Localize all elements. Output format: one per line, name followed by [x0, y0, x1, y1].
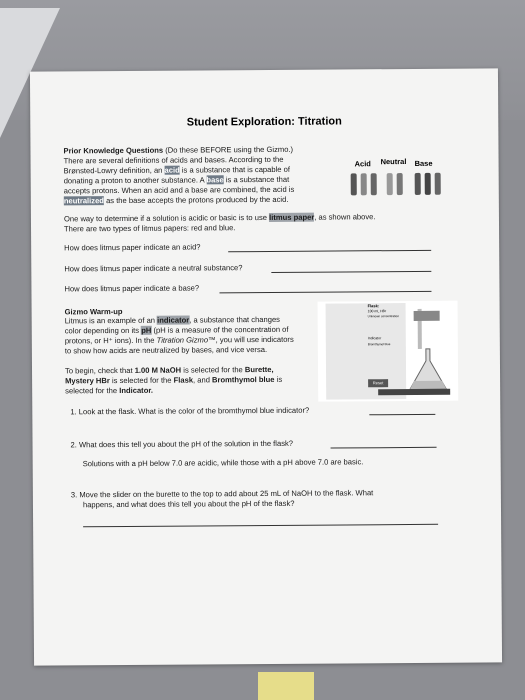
begin-line-2: Mystery HBr is selected for the Flask, and Bromthymol blue is: [65, 374, 283, 386]
question-neutral: How does litmus paper indicate a neutral substance?: [64, 263, 243, 274]
answer-line[interactable]: [228, 250, 431, 252]
question-2-answer: Solutions with a pH below 7.0 are acidic, while those with a pH above 7.0 are basic.: [82, 457, 364, 469]
gizmo-flask-sub: 100 mL HBr: [367, 309, 387, 314]
prior-line-3: Brønsted-Lowry definition, an acid is a substance that is capable of: [63, 164, 290, 176]
question-2: 2. What does this tell you about the pH of the solution in the flask?: [70, 438, 294, 450]
litmus-label-base: Base: [414, 158, 433, 168]
begin-line-3: selected for the Indicator.: [65, 385, 154, 396]
litmus-strip: [387, 173, 393, 195]
warmup-heading: Gizmo Warm-up: [64, 307, 123, 317]
gizmo-indicator-value: Bromthymol blue: [367, 342, 391, 347]
question-1: 1. Look at the flask. What is the color of the bromthymol blue indicator?: [70, 405, 310, 417]
warmup-line-1: Litmus is an example of an indicator, a substance that changes: [64, 314, 280, 326]
litmus-label-acid: Acid: [354, 159, 371, 169]
litmus-strip: [397, 173, 403, 195]
gizmo-flask-label: Flask:: [367, 303, 380, 309]
litmus-line-2: There are two types of litmus papers: red and blue.: [63, 223, 236, 234]
warmup-line-2: color depending on its pH (pH is a measure of the concentration of: [64, 324, 289, 336]
gizmo-indicator-label: Indicator: [367, 336, 382, 341]
answer-line[interactable]: [331, 447, 437, 449]
answer-line[interactable]: [271, 271, 431, 273]
begin-line-1: To begin, check that 1.00 M NaOH is selected for the Burette,: [64, 364, 274, 376]
prior-line-6: neutralized as the base accepts the protons produced by the acid.: [63, 194, 289, 206]
litmus-strip: [435, 173, 441, 195]
answer-line[interactable]: [83, 524, 438, 527]
question-acid: How does litmus paper indicate an acid?: [64, 242, 201, 253]
prior-line-5: accepts protons. When an acid and a base are combined, the acid is: [63, 184, 295, 196]
litmus-strip: [425, 173, 431, 195]
litmus-strip: [371, 173, 377, 195]
prior-line-4: donating a proton to another substance. A base is a substance that: [63, 174, 290, 186]
gizmo-flask-sub2: Unknown concentration: [367, 314, 400, 319]
answer-line[interactable]: [369, 414, 435, 415]
warmup-line-3: protons, or H⁺ ions). In the Titration Gizmo™, you will use indicators: [64, 334, 294, 346]
worksheet-page: [30, 68, 502, 665]
question-3-line-1: 3. Move the slider on the burette to the top to add about 25 mL of NaOH to the flask. What: [70, 488, 374, 500]
prior-line-2: There are several definitions of acids and bases. According to the: [63, 154, 284, 166]
litmus-strip: [351, 173, 357, 195]
warmup-line-4: to show how acids are neutralized by bases, and vice versa.: [64, 344, 268, 356]
question-base: How does litmus paper indicate a base?: [64, 283, 200, 294]
page-title: Student Exploration: Titration: [186, 115, 342, 129]
litmus-strip: [361, 173, 367, 195]
question-3-line-2: happens, and what does this tell you about the pH of the flask?: [82, 498, 295, 510]
gizmo-screenshot: [318, 301, 459, 402]
litmus-label-neutral: Neutral: [380, 157, 407, 167]
litmus-line-1: One way to determine if a solution is acidic or basic is to use litmus paper, as shown above.: [63, 212, 376, 224]
prior-heading-line: Prior Knowledge Questions (Do these BEFORE using the Gizmo.): [63, 144, 294, 156]
answer-line[interactable]: [219, 291, 431, 293]
litmus-strip: [415, 173, 421, 195]
sticky-note: [258, 672, 314, 700]
gizmo-reset-button[interactable]: Reset: [368, 379, 388, 387]
